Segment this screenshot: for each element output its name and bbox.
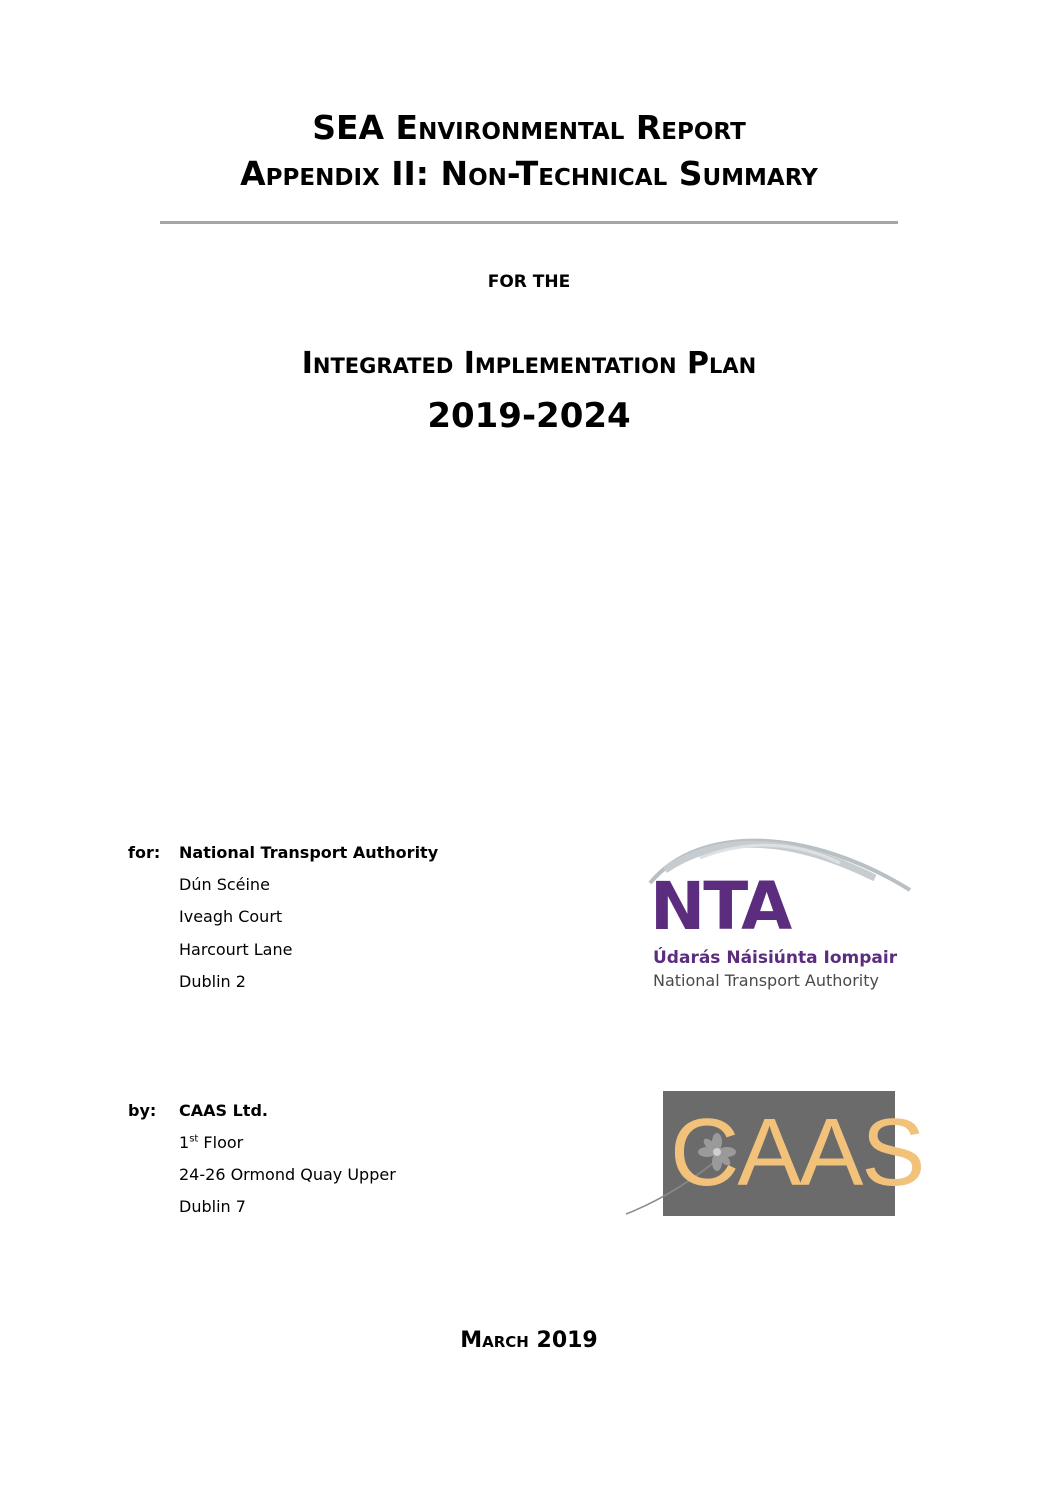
client-address-line: Iveagh Court <box>179 907 283 926</box>
consultant-address-line: Dublin 7 <box>179 1197 246 1216</box>
consultant-address-line: 24-26 Ormond Quay Upper <box>179 1165 396 1184</box>
consultant-address-line: 1st Floor <box>179 1133 244 1152</box>
report-date: March 2019 <box>460 1328 598 1353</box>
consultant-label: by: <box>128 1101 157 1120</box>
client-address-line: Dublin 2 <box>179 972 246 991</box>
client-name: National Transport Authority <box>179 843 439 862</box>
plan-name: Integrated Implementation Plan <box>301 346 757 381</box>
plan-years: 2019-2024 <box>427 396 631 436</box>
report-subtitle: Appendix II: Non-Technical Summary <box>240 154 818 193</box>
nta-logo <box>640 828 920 998</box>
client-address-line: Dún Scéine <box>179 875 270 894</box>
nta-logo-abbr: NTA <box>650 868 791 945</box>
report-title: SEA Environmental Report <box>312 108 746 147</box>
consultant-name: CAAS Ltd. <box>179 1101 268 1120</box>
title-divider <box>160 221 898 224</box>
nta-logo-english: National Transport Authority <box>653 971 879 990</box>
client-label: for: <box>128 843 161 862</box>
caas-logo <box>622 1090 924 1220</box>
for-the-label: FOR THE <box>487 272 571 292</box>
client-address-line: Harcourt Lane <box>179 940 293 959</box>
nta-logo-irish: Údarás Náisiúnta Iompair <box>653 948 898 968</box>
caas-logo-text: CAAS <box>670 1099 924 1206</box>
